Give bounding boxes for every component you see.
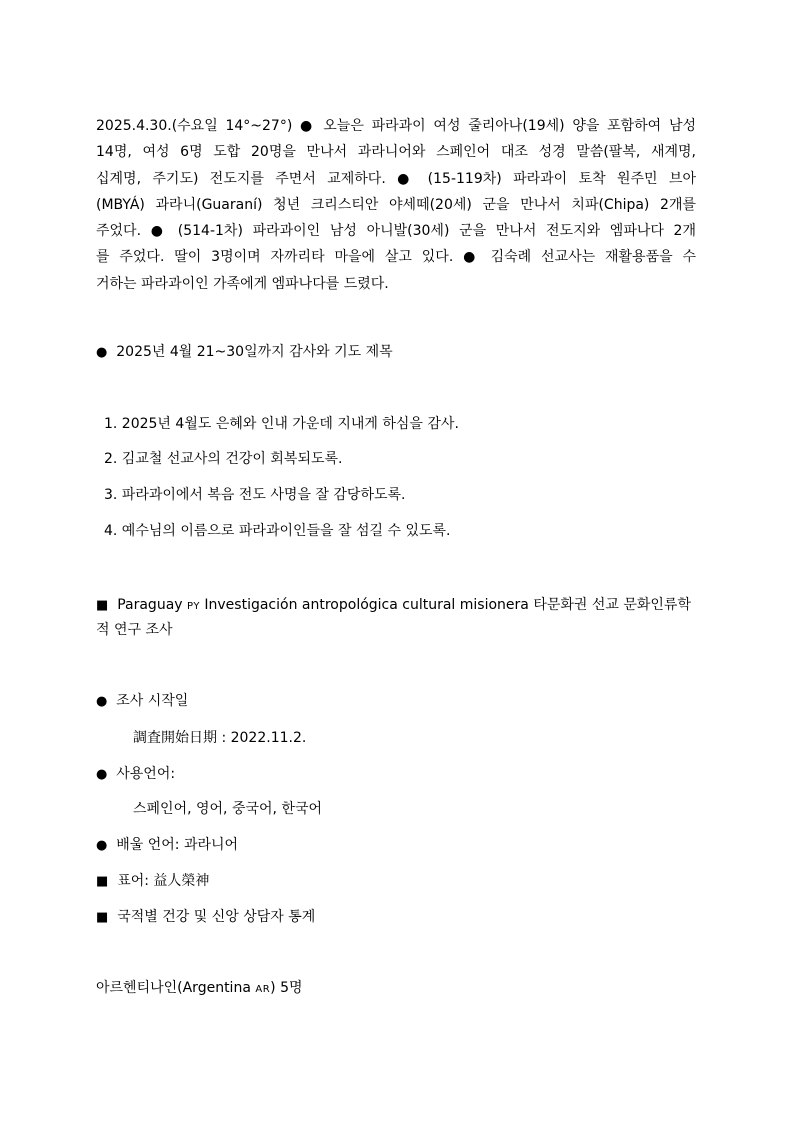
prayer-item: 3. 파라과이에서 복음 전도 사명을 잘 감당하도록. bbox=[104, 487, 406, 503]
languages-value: 스페인어, 영어, 중국어, 한국어 bbox=[133, 801, 322, 817]
research-title-prefix: Paraguay bbox=[117, 597, 183, 613]
stats-label: ■ 국적별 건강 및 신앙 상담자 통계 bbox=[96, 909, 316, 925]
stats-entry-argentina: 아르헨티나인(Argentina AR) 5명 bbox=[96, 980, 303, 996]
circle-bullet-icon: ● bbox=[96, 838, 108, 853]
diary-paragraph bbox=[96, 113, 696, 297]
motto: ■ 표어: 益人榮神 bbox=[96, 873, 210, 889]
prayer-heading-text: 2025년 4월 21~30일까지 감사와 기도 제목 bbox=[116, 344, 393, 360]
circle-bullet-icon: ● bbox=[96, 694, 108, 709]
start-date-value: 調査開始日期 : 2022.11.2. bbox=[133, 730, 307, 746]
country-code-ar: AR bbox=[255, 984, 271, 995]
diary-line: 십계명, 주기도) 전도지를 주면서 교제하다. ● (15-119차) 파라과이 토착 원주민 브아 bbox=[96, 170, 696, 187]
prayer-item: 1. 2025년 4월도 은혜와 인내 가운데 지내게 하심을 감사. bbox=[104, 416, 459, 432]
languages-label: ● 사용언어: bbox=[96, 766, 176, 782]
circle-bullet-icon: ● bbox=[96, 345, 108, 360]
diary-line: 주었다. ● (514-1차) 파라과이인 남성 아니발(30세) 군을 만나서 전도지와 엠파나다 2개 bbox=[96, 223, 696, 240]
square-bullet-icon: ■ bbox=[96, 598, 109, 613]
research-title-line2: 적 연구 조사 bbox=[96, 622, 173, 638]
prayer-item: 4. 예수님의 이름으로 파라과이인들을 잘 섬길 수 있도록. bbox=[104, 523, 451, 539]
prayer-heading bbox=[96, 341, 393, 361]
country-code-py: PY bbox=[187, 601, 200, 612]
circle-bullet-icon: ● bbox=[96, 767, 108, 782]
start-date-label: ● 조사 시작일 bbox=[96, 693, 189, 709]
diary-line: 14명, 여성 6명 도합 20명을 만나서 과라니어와 스페인어 대조 성경 말씀(팔복, 새계명, bbox=[96, 144, 696, 161]
learning-language: ● 배울 언어: 과라니어 bbox=[96, 837, 239, 853]
square-bullet-icon: ■ bbox=[96, 910, 109, 925]
research-title-rest: Investigación antropológica cultural misionera 타문화권 선교 문화인류학 bbox=[204, 597, 691, 613]
prayer-item: 2. 김교철 선교사의 건강이 회복되도록. bbox=[104, 451, 343, 467]
diary-line: (MBYÁ) 과라니(Guaraní) 청년 크리스티안 야세떼(20세) 군을 만나서 치파(Chipa) 2개를 bbox=[96, 196, 696, 213]
research-title bbox=[96, 594, 696, 614]
diary-line: 거하는 파라과이인 가족에게 엠파나다를 드렸다. bbox=[96, 275, 389, 292]
diary-line: 2025.4.30.(수요일 14°~27°) ● 오늘은 파라과이 여성 줄리아나(19세) 양을 포함하여 남성 bbox=[96, 118, 696, 134]
diary-line: 를 주었다. 딸이 3명이며 자까리타 마을에 살고 있다. ● 김숙례 선교사는 재활용품을 수 bbox=[96, 249, 696, 266]
square-bullet-icon: ■ bbox=[96, 874, 109, 889]
